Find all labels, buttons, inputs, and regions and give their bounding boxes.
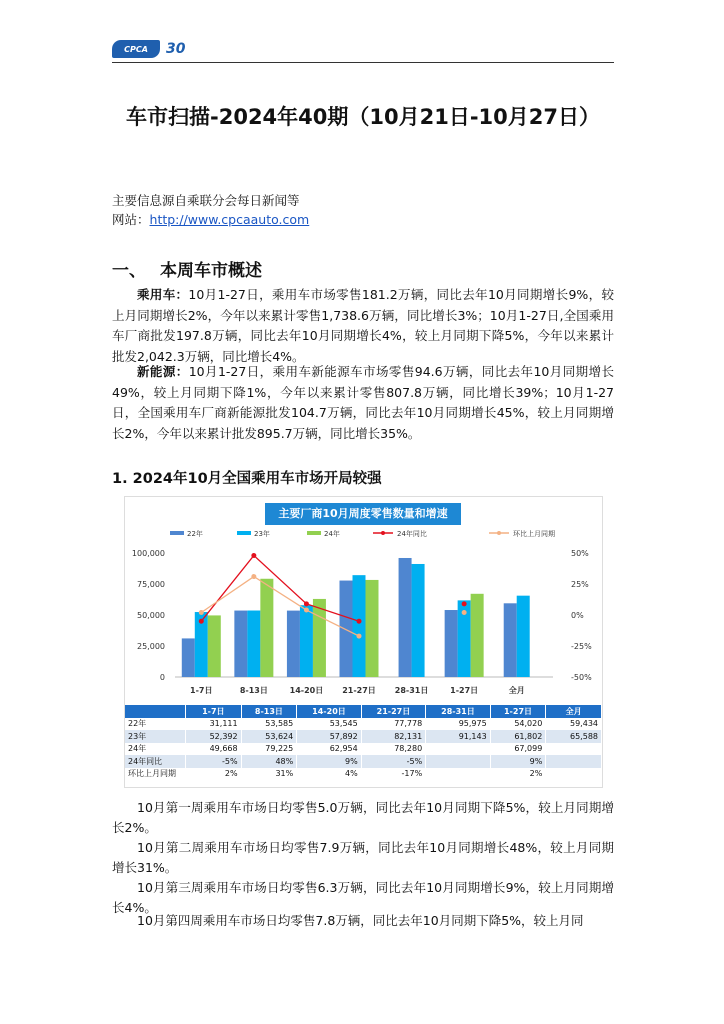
y-tick-right: 50% [571, 549, 589, 558]
point-24年同比 [251, 553, 256, 558]
table-cell: 53,585 [241, 718, 297, 731]
table-cell: 环比上月同期 [125, 768, 186, 781]
table-cell: 67,099 [490, 743, 546, 756]
site-link[interactable]: http://www.cpcaauto.com [149, 212, 310, 227]
table-cell: -5% [361, 755, 425, 768]
x-tick-label: 1-7日 [190, 686, 213, 695]
legend-dot [381, 531, 385, 535]
source-line: 主要信息源自乘联分会每日新闻等 [112, 193, 300, 208]
table-header-cell: 14-20日 [297, 705, 361, 718]
table-cell: 24年 [125, 743, 186, 756]
legend-label: 24年同比 [397, 530, 427, 538]
bar-24年 [471, 594, 484, 677]
table-cell: 22年 [125, 718, 186, 731]
line-环比上月同期 [201, 577, 359, 637]
table-cell [546, 743, 602, 756]
table-header-cell: 全月 [546, 705, 602, 718]
table-cell: 23年 [125, 730, 186, 743]
table-cell [546, 768, 602, 781]
table-header-cell [125, 705, 186, 718]
table-cell [426, 743, 490, 756]
anniversary-badge: 30 [166, 41, 186, 57]
table-row [125, 755, 602, 768]
subsection-heading: 1. 2024年10月全国乘用车市场开局较强 [112, 471, 382, 487]
y-tick-left: 50,000 [137, 611, 165, 620]
table-cell [426, 768, 490, 781]
table-header-cell: 1-7日 [186, 705, 242, 718]
bar-23年 [300, 605, 313, 677]
section-heading: 一、 本周车市概述 [112, 261, 262, 281]
bar-24年 [208, 615, 221, 677]
y-tick-left: 75,000 [137, 580, 165, 589]
table-cell: 53,545 [297, 718, 361, 731]
table-cell: 4% [297, 768, 361, 781]
table-header-cell: 28-31日 [426, 705, 490, 718]
bar-22年 [182, 638, 195, 677]
point-环比上月同期 [199, 610, 204, 615]
x-tick-label: 1-27日 [450, 686, 479, 695]
document-title: 车市扫描-2024年40期（10月21日-10月27日） [126, 105, 600, 129]
passenger-car-paragraph: 乘用车：10月1-27日，乘用车市场零售181.2万辆，同比去年10月同期增长9%，较上月同期增长2%，今年以来累计零售1,738.6万辆，同比增长3%；10月1-27日,全国乘用车厂商批发197.8万辆，同比去年10月同期增长4%，较上月同期下降5%，今年以来累计批发2,042.3万辆，同比增长4%。 [112, 287, 614, 364]
cpca-logo [112, 40, 185, 58]
table-header-cell: 8-13日 [241, 705, 297, 718]
table-cell: 59,434 [546, 718, 602, 731]
chart-canvas [125, 497, 602, 705]
point-环比上月同期 [251, 574, 256, 579]
x-tick-label: 8-13日 [239, 686, 268, 695]
table-row [125, 768, 602, 781]
bar-22年 [504, 603, 517, 677]
table-cell: 57,892 [297, 730, 361, 743]
y-tick-left: 25,000 [137, 642, 165, 651]
table-cell: 77,778 [361, 718, 425, 731]
table-row [125, 718, 602, 731]
table-cell [546, 755, 602, 768]
table-cell: 91,143 [426, 730, 490, 743]
point-环比上月同期 [462, 610, 467, 615]
point-24年同比 [462, 601, 467, 606]
y-tick-right: 25% [571, 580, 589, 589]
table-cell: 61,802 [490, 730, 546, 743]
table-cell: 54,020 [490, 718, 546, 731]
table-row [125, 730, 602, 743]
bar-24年 [313, 599, 326, 677]
table-cell: 9% [490, 755, 546, 768]
week1-text: 10月第一周乘用车市场日均零售5.0万辆，同比去年10月同期下降5%，较上月同期增长2%。 [112, 800, 614, 835]
week2-text: 10月第二周乘用车市场日均零售7.9万辆，同比去年10月同期增长48%，较上月同期增长31%。 [112, 840, 614, 875]
point-24年同比 [199, 619, 204, 624]
header-divider [112, 62, 614, 63]
legend-label: 24年 [324, 530, 340, 538]
x-tick-label: 全月 [508, 686, 525, 695]
y-tick-left: 0 [159, 673, 165, 682]
table-cell [426, 755, 490, 768]
table-cell: 48% [241, 755, 297, 768]
y-tick-left: 100,000 [131, 549, 165, 558]
point-24年同比 [304, 601, 309, 606]
logo-mark: CPCA [112, 40, 160, 58]
week4-text: 10月第四周乘用车市场日均零售7.8万辆，同比去年10月同期下降5%，较上月同 [137, 913, 584, 928]
x-tick-label: 14-20日 [289, 686, 324, 695]
bar-22年 [445, 610, 458, 677]
bar-24年 [366, 580, 379, 677]
bar-23年 [247, 611, 260, 677]
week3-text: 10月第三周乘用车市场日均零售6.3万辆，同比去年10月同期增长9%，较上月同期增长4%。 [112, 880, 614, 915]
bar-23年 [353, 575, 366, 677]
legend-label: 23年 [254, 530, 270, 538]
table-cell: 65,588 [546, 730, 602, 743]
table-cell: 2% [186, 768, 242, 781]
site-label: 网站： [112, 212, 150, 227]
bar-24年 [260, 579, 273, 677]
legend-dot [497, 531, 501, 535]
point-24年同比 [357, 619, 362, 624]
y-tick-right: 0% [571, 611, 584, 620]
table-cell: 2% [490, 768, 546, 781]
table-cell: 31,111 [186, 718, 242, 731]
source-info [112, 191, 309, 229]
chart-title: 主要厂商10月周度零售数量和增速 [265, 503, 461, 525]
bar-23年 [412, 564, 425, 677]
table-cell: -5% [186, 755, 242, 768]
data-table [125, 705, 602, 780]
table-cell: 49,668 [186, 743, 242, 756]
legend-swatch [307, 531, 321, 535]
table-cell: 24年同比 [125, 755, 186, 768]
legend-label: 22年 [187, 530, 203, 538]
bar-23年 [517, 596, 530, 677]
x-tick-label: 28-31日 [394, 686, 429, 695]
table-cell: 53,624 [241, 730, 297, 743]
table-cell: -17% [361, 768, 425, 781]
bar-22年 [399, 558, 412, 677]
table-cell: 79,225 [241, 743, 297, 756]
x-tick-label: 21-27日 [342, 686, 376, 695]
bar-22年 [287, 611, 300, 677]
table-cell: 62,954 [297, 743, 361, 756]
table-cell: 82,131 [361, 730, 425, 743]
table-row [125, 743, 602, 756]
point-环比上月同期 [357, 634, 362, 639]
legend-label: 环比上月同期 [513, 530, 555, 538]
table-header-cell: 21-27日 [361, 705, 425, 718]
table-cell: 95,975 [426, 718, 490, 731]
table-cell: 78,280 [361, 743, 425, 756]
legend-swatch [170, 531, 184, 535]
table-cell: 31% [241, 768, 297, 781]
table-header-cell: 1-27日 [490, 705, 546, 718]
y-tick-right: -25% [571, 642, 592, 651]
weekly-retail-chart [124, 496, 603, 788]
table-cell: 9% [297, 755, 361, 768]
bar-22年 [340, 581, 353, 677]
nev-paragraph: 新能源：10月1-27日，乘用车新能源车市场零售94.6万辆，同比去年10月同期增长49%，较上月同期下降1%，今年以来累计零售807.8万辆，同比增长39%；10月1-27日，全国乘用车厂商新能源批发104.7万辆，同比去年10月同期增长45%，较上月同期增长2%，今年以来累计批发895.7万辆，同比增长35%。 [112, 364, 614, 441]
bar-22年 [234, 611, 247, 677]
legend-swatch [237, 531, 251, 535]
line-24年同比 [201, 555, 359, 621]
point-环比上月同期 [304, 608, 309, 613]
table-header-row [125, 705, 602, 718]
y-tick-right: -50% [571, 673, 592, 682]
table-cell: 52,392 [186, 730, 242, 743]
